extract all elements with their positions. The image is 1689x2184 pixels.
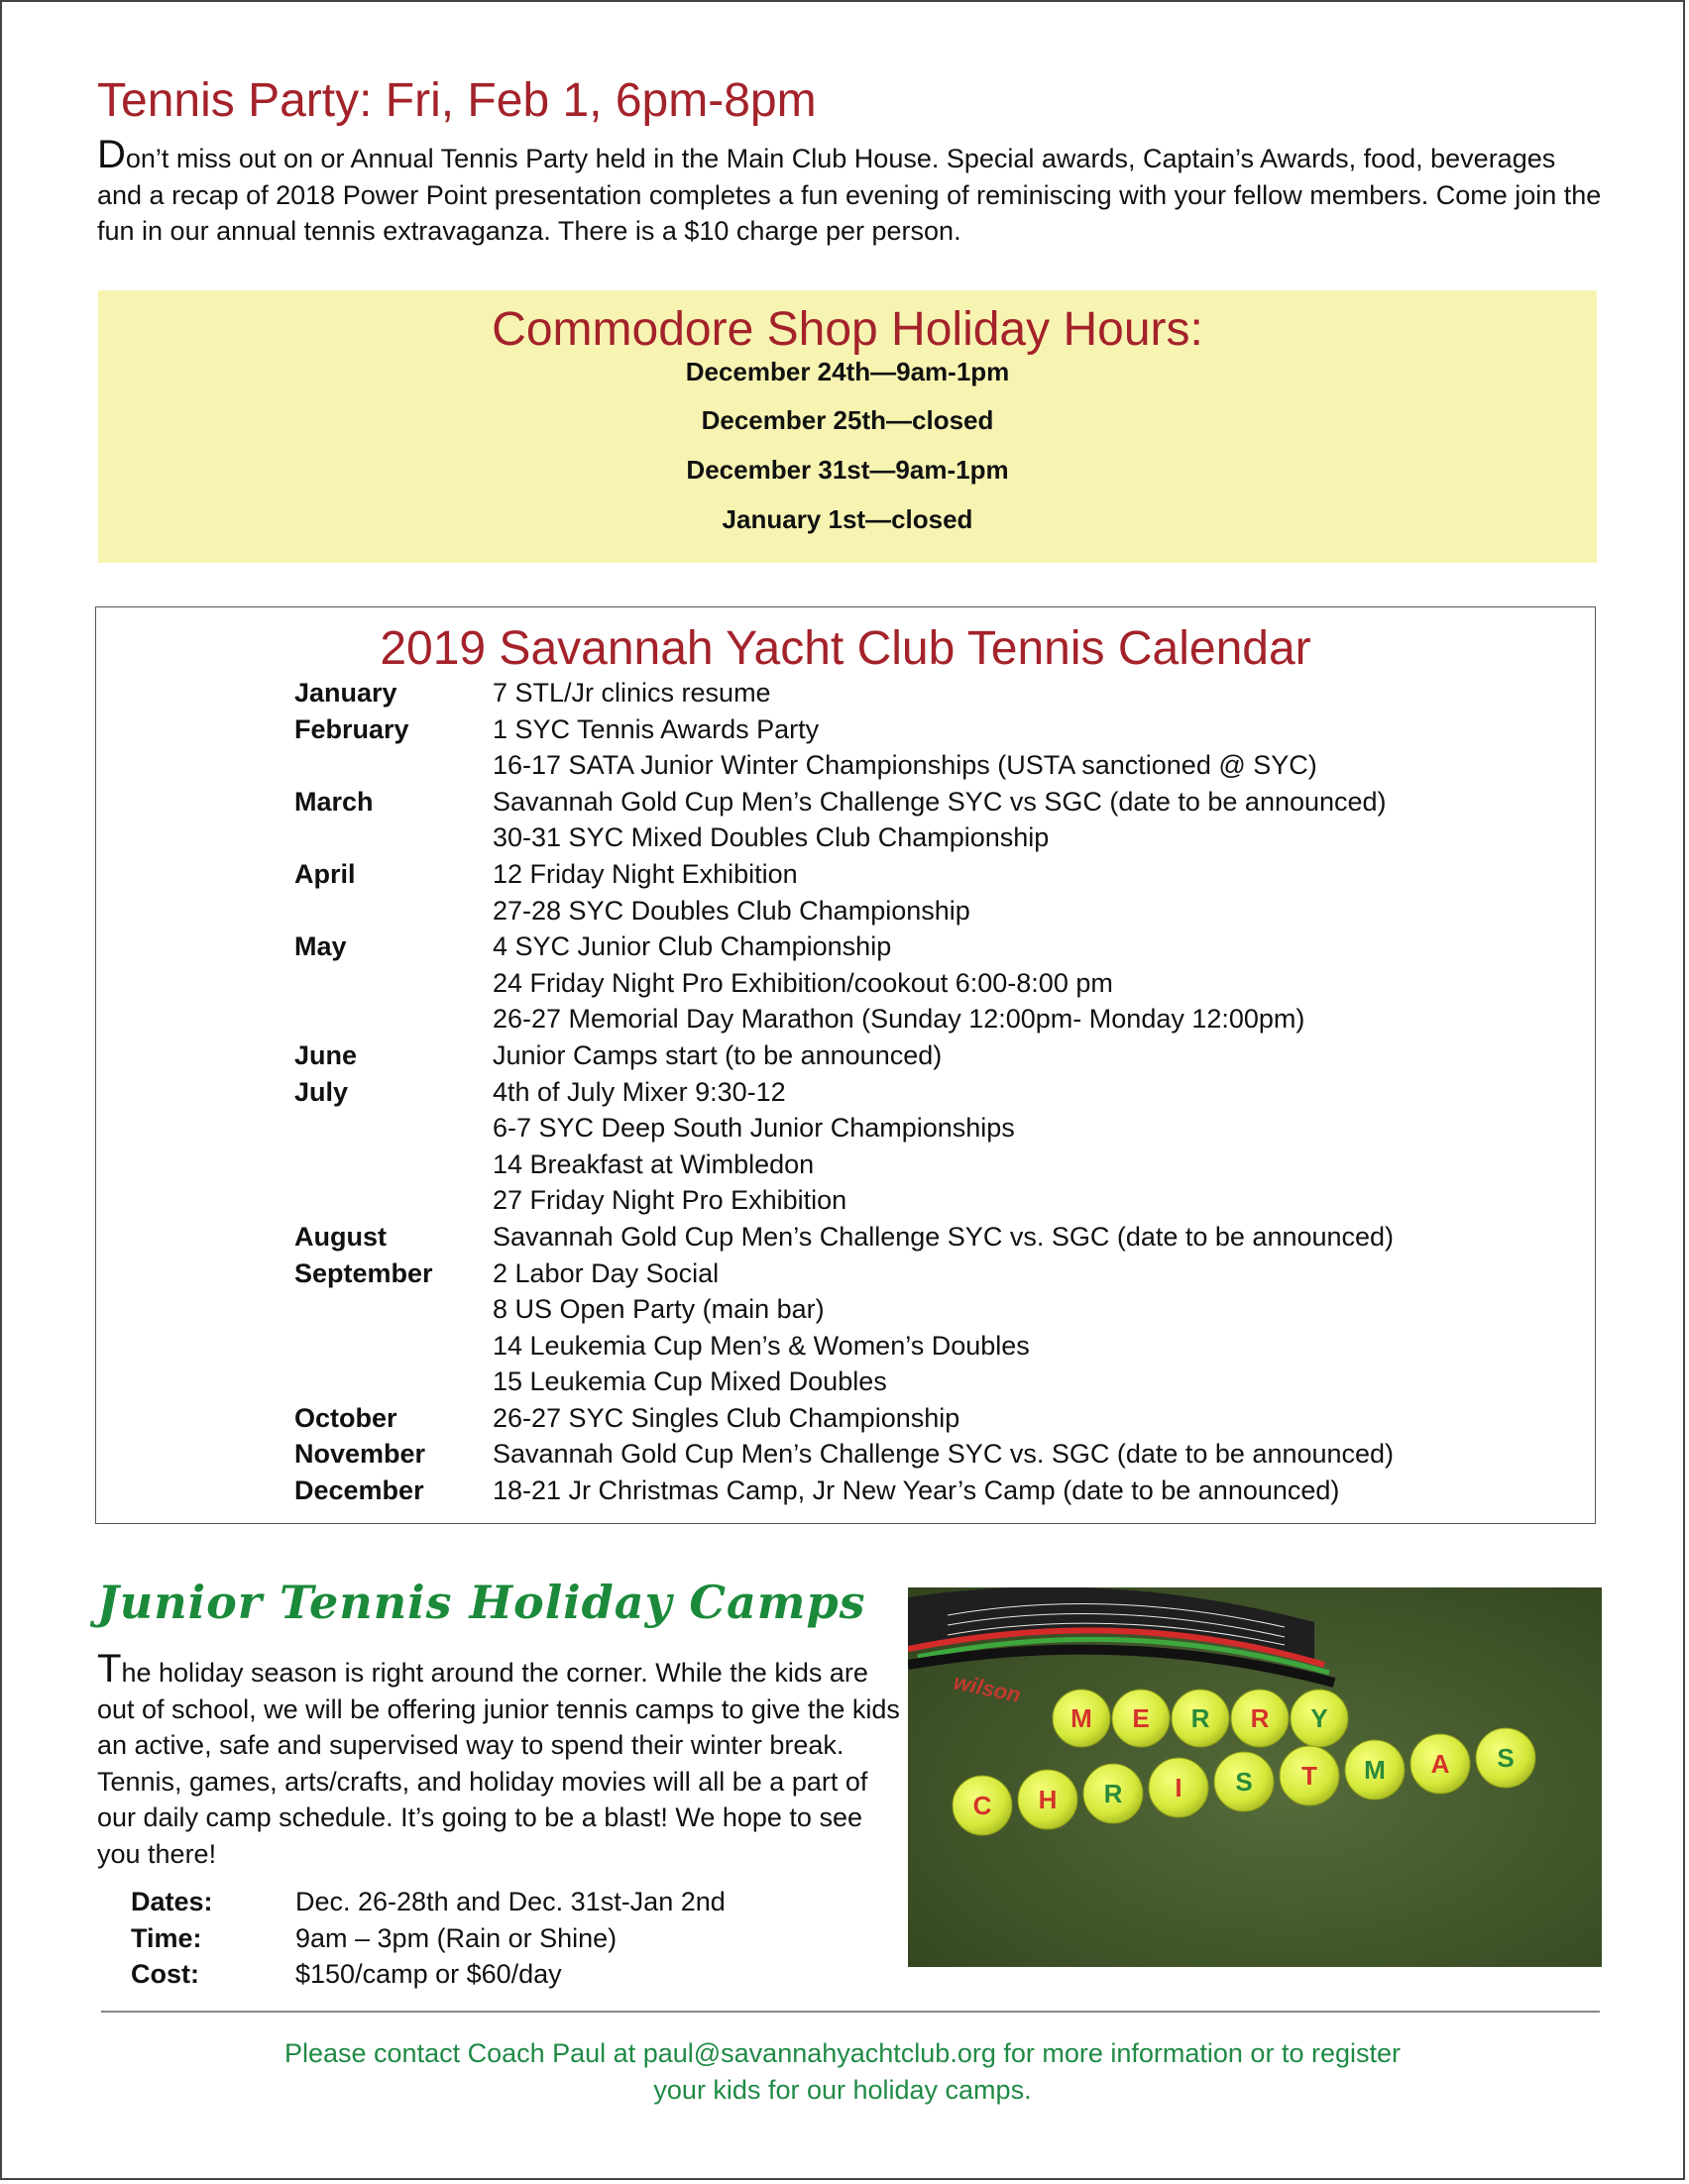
calendar-row	[294, 856, 1583, 893]
calendar-event: 16-17 SATA Junior Winter Championships (USTA sanctioned @ SYC)	[493, 750, 1317, 781]
calendar-row	[294, 1291, 1583, 1328]
calendar-row	[294, 1074, 1583, 1111]
ball-letter: T	[1301, 1761, 1317, 1791]
calendar-row	[294, 1037, 1583, 1074]
calendar-event: 12 Friday Night Exhibition	[493, 858, 798, 889]
calendar-month: February	[294, 713, 409, 744]
calendar-month	[294, 1001, 493, 1037]
calendar-month: April	[294, 858, 356, 889]
calendar-month	[294, 1291, 493, 1328]
calendar-month: January	[294, 678, 397, 708]
tennis-balls-illustration	[908, 1587, 1602, 1967]
calendar-event: 7 STL/Jr clinics resume	[493, 678, 771, 708]
calendar-row	[294, 1110, 1583, 1147]
calendar-row	[294, 819, 1583, 856]
calendar-month: October	[294, 1402, 397, 1433]
calendar-event: 27-28 SYC Doubles Club Championship	[493, 895, 970, 926]
calendar-event: 2 Labor Day Social	[493, 1257, 720, 1288]
cost-label: Cost:	[131, 1959, 199, 1989]
calendar-row	[294, 1364, 1583, 1400]
calendar-event: 15 Leukemia Cup Mixed Doubles	[493, 1366, 887, 1397]
calendar-event: Savannah Gold Cup Men’s Challenge SYC vs. SGC (date to be announced)	[493, 1221, 1395, 1252]
holiday-hours-title: Commodore Shop Holiday Hours:	[492, 303, 1203, 356]
ball-letter: M	[1364, 1755, 1386, 1785]
ball-letter: R	[1250, 1703, 1270, 1733]
ball-letter: C	[972, 1791, 992, 1820]
calendar-row	[294, 747, 1583, 784]
time-label: Time:	[131, 1922, 202, 1953]
calendar-row	[294, 1219, 1583, 1256]
calendar-rows	[294, 675, 1583, 1509]
calendar-event: Junior Camps start (to be announced)	[493, 1039, 943, 1070]
calendar-row	[294, 1400, 1583, 1437]
calendar-month: June	[294, 1039, 358, 1070]
cost-value: $150/camp or $60/day	[295, 1959, 562, 1989]
calendar-month	[294, 1328, 493, 1365]
tennis-calendar-box	[95, 606, 1596, 1524]
calendar-event: 6-7 SYC Deep South Junior Championships	[493, 1113, 1015, 1144]
calendar-month: March	[294, 786, 374, 817]
calendar-month	[294, 893, 493, 929]
calendar-month	[294, 1110, 493, 1147]
holiday-hours-line: January 1st—closed	[722, 504, 973, 534]
time-value: 9am – 3pm (Rain or Shine)	[295, 1922, 618, 1953]
calendar-title: 2019 Savannah Yacht Club Tennis Calendar	[380, 622, 1311, 675]
holiday-hours-box	[98, 290, 1597, 563]
ball-letter: M	[1070, 1703, 1092, 1733]
holiday-hours-line: December 25th—closed	[701, 405, 994, 435]
calendar-month	[294, 965, 493, 1002]
holiday-hours-line: December 24th—9am-1pm	[685, 357, 1010, 386]
party-description	[97, 133, 1604, 250]
contact-info	[2, 2035, 1683, 2109]
racket-brand-logo: wilson	[951, 1669, 1024, 1708]
calendar-row	[294, 928, 1583, 965]
calendar-event: 18-21 Jr Christmas Camp, Jr New Year’s Camp (date to be announced)	[493, 1475, 1340, 1506]
section-divider	[101, 2011, 1600, 2013]
camps-dropcap: T	[97, 1647, 122, 1691]
calendar-row	[294, 675, 1583, 711]
calendar-event: 27 Friday Night Pro Exhibition	[493, 1185, 847, 1216]
calendar-row	[294, 711, 1583, 748]
calendar-event: 1 SYC Tennis Awards Party	[493, 713, 820, 744]
ball-letter: R	[1103, 1779, 1123, 1808]
party-title: Tennis Party: Fri, Feb 1, 6pm-8pm	[97, 74, 817, 127]
merry-christmas-photo	[908, 1587, 1602, 1967]
camps-body-text: he holiday season is right around the corner. While the kids are out of school, we will be offering junior tennis camps to give the kids an active, safe and supervised way to spend their winter break. Tennis, games, arts/crafts, and holiday movies will all be a part of our daily camp schedule. It’s going to be a blast! We hope to see you there!	[97, 1658, 900, 1869]
calendar-row	[294, 1256, 1583, 1292]
ball-letter: A	[1430, 1749, 1450, 1779]
calendar-month	[294, 1364, 493, 1400]
calendar-row	[294, 1473, 1583, 1509]
calendar-row	[294, 893, 1583, 929]
calendar-month: December	[294, 1475, 424, 1506]
calendar-row	[294, 1147, 1583, 1183]
calendar-month	[294, 819, 493, 856]
ball-letter: E	[1132, 1703, 1150, 1733]
calendar-event: 24 Friday Night Pro Exhibition/cookout 6:00-8:00 pm	[493, 967, 1113, 998]
calendar-event: 4th of July Mixer 9:30-12	[493, 1076, 786, 1107]
calendar-event: 26-27 Memorial Day Marathon (Sunday 12:00pm- Monday 12:00pm)	[493, 1004, 1305, 1035]
ball-letter: R	[1190, 1703, 1210, 1733]
calendar-month: November	[294, 1439, 426, 1470]
party-body-text: on’t miss out on or Annual Tennis Party held in the Main Club House. Special awards, Captain’s Awards, food, beverages and a recap of 2018 Power Point presentation completes a fun evening of reminiscing with your fellow members. Come join the fun in our annual tennis extravaganza. There is a $10 charge per person.	[97, 144, 1602, 246]
calendar-row	[294, 1328, 1583, 1365]
dates-label: Dates:	[131, 1887, 213, 1916]
dates-value: Dec. 26-28th and Dec. 31st-Jan 2nd	[295, 1887, 726, 1916]
camps-description	[97, 1647, 910, 1872]
calendar-event: 14 Breakfast at Wimbledon	[493, 1148, 815, 1179]
camps-details	[131, 1884, 726, 1993]
calendar-event: 14 Leukemia Cup Men’s & Women’s Doubles	[493, 1330, 1030, 1361]
ball-letter: H	[1038, 1785, 1058, 1814]
camps-heading: Junior Tennis Holiday Camps	[97, 1576, 866, 1629]
calendar-event: Savannah Gold Cup Men’s Challenge SYC vs SGC (date to be announced)	[493, 786, 1387, 817]
calendar-event: 8 US Open Party (main bar)	[493, 1294, 825, 1325]
calendar-month: August	[294, 1221, 387, 1252]
calendar-month	[294, 747, 493, 784]
calendar-row	[294, 1001, 1583, 1037]
calendar-row	[294, 1436, 1583, 1473]
calendar-event: Savannah Gold Cup Men’s Challenge SYC vs. SGC (date to be announced)	[493, 1439, 1395, 1470]
ball-letter: S	[1235, 1767, 1253, 1797]
calendar-event: 30-31 SYC Mixed Doubles Club Championship	[493, 822, 1050, 853]
calendar-event: 26-27 SYC Singles Club Championship	[493, 1402, 960, 1433]
calendar-row	[294, 784, 1583, 820]
contact-line-2: your kids for our holiday camps.	[653, 2075, 1032, 2105]
ball-letter: S	[1497, 1743, 1515, 1773]
holiday-hours-line: December 31st—9am-1pm	[686, 455, 1009, 485]
camps-dates-row	[131, 1884, 726, 1920]
ball-letter: Y	[1310, 1703, 1328, 1733]
calendar-month	[294, 1147, 493, 1183]
party-dropcap: D	[97, 133, 126, 176]
camps-cost-row	[131, 1956, 726, 1993]
camps-time-row	[131, 1920, 726, 1957]
ball-letter: I	[1175, 1773, 1182, 1802]
calendar-month: September	[294, 1257, 433, 1288]
contact-line-1: Please contact Coach Paul at paul@savannahyachtclub.org for more information or to register	[283, 2038, 1401, 2068]
calendar-row	[294, 965, 1583, 1002]
calendar-month	[294, 1182, 493, 1219]
calendar-row	[294, 1182, 1583, 1219]
calendar-event: 4 SYC Junior Club Championship	[493, 931, 892, 962]
calendar-month: May	[294, 931, 347, 962]
calendar-month: July	[294, 1076, 349, 1107]
